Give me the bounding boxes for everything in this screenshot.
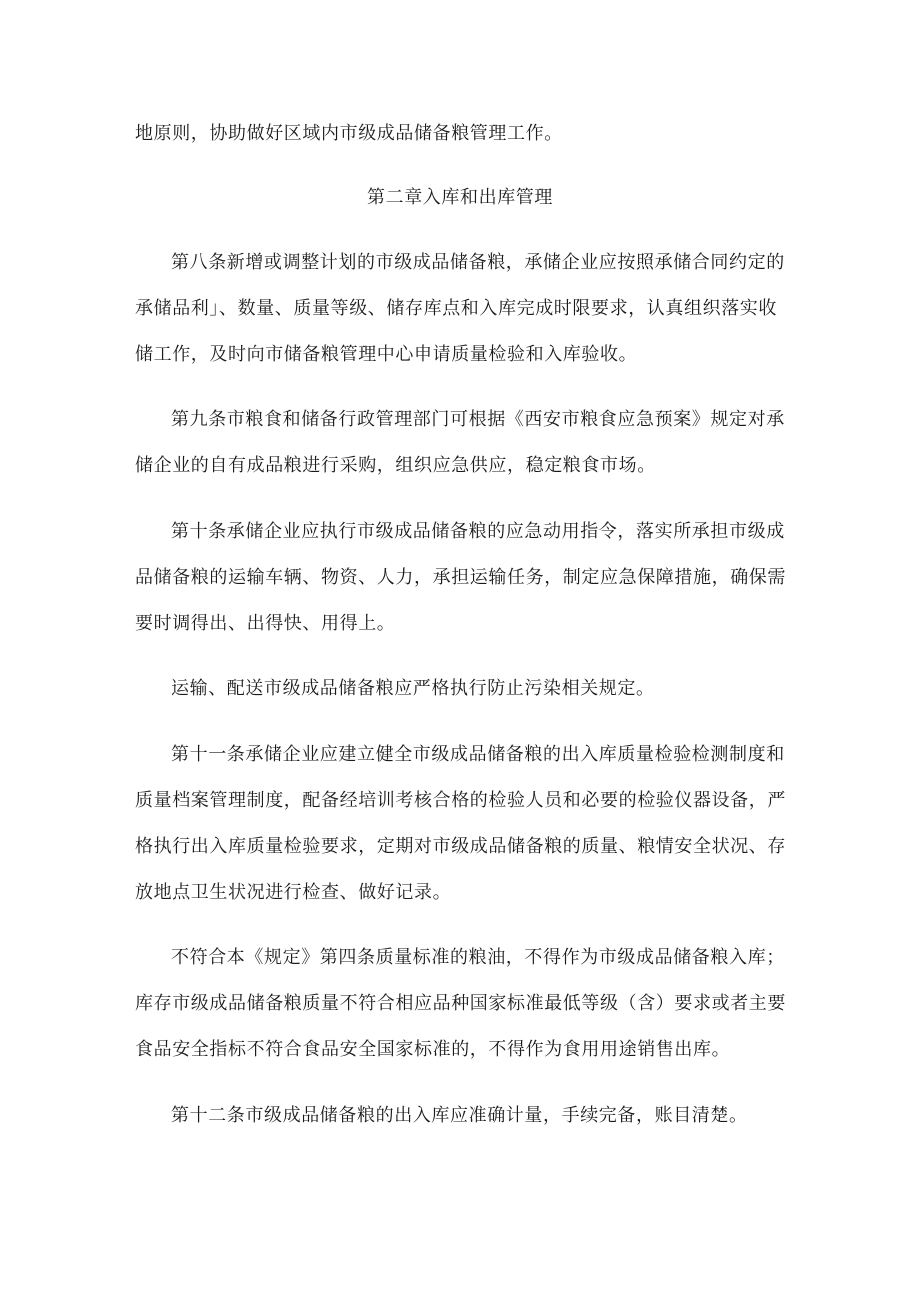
article-11-line-3: 格执行出入库质量检验要求，定期对市级成品储备粮的质量、粮情安全状况、存 (135, 836, 786, 857)
continuation-text: 地原则，协助做好区域内市级成品储备粮管理工作。 (135, 123, 563, 144)
article-11-line-1: 第十一条承储企业应建立健全市级成品储备粮的出入库质量检验检测制度和 (171, 744, 785, 765)
article-8-line-3: 储工作，及时向市储备粮管理中心申请质量检验和入库验收。 (135, 344, 638, 365)
article-8-line-1: 第八条新增或调整计划的市级成品储备粮，承储企业应按照承储合同约定的 (171, 252, 785, 273)
article-11-note-line-1: 不符合本《规定》第四条质量标准的粮油，不得作为市级成品储备粮入库； (171, 947, 785, 968)
article-11-note-line-2: 库存市级成品储备粮质量不符合相应品种国家标准最低等级（含）要求或者主要 (135, 993, 786, 1014)
article-9-line-2: 储企业的自有成品粮进行采购，组织应急供应，稳定粮食市场。 (135, 455, 656, 476)
article-10-line-3: 要时调得出、出得快、用得上。 (135, 613, 396, 634)
article-10-line-1: 第十条承储企业应执行市级成品储备粮的应急动用指令，落实所承担市级成 (171, 521, 785, 542)
article-10-note: 运输、配送市级成品储备粮应严格执行防止污染相关规定。 (171, 678, 655, 699)
article-11-line-4: 放地点卫生状况进行检查、做好记录。 (135, 882, 452, 903)
article-12-line-1: 第十二条市级成品储备粮的出入库应准确计量，手续完备，账目清楚。 (171, 1105, 748, 1126)
article-10-line-2: 品储备粮的运输车辆、物资、人力，承担运输任务，制定应急保障措施，确保需 (135, 567, 786, 588)
article-9-line-1: 第九条市粮食和储备行政管理部门可根据《西安市粮食应急预案》规定对承 (171, 409, 785, 430)
chapter-title: 第二章入库和出库管理 (367, 187, 553, 208)
article-11-note-line-3: 食品安全指标不符合食品安全国家标准的，不得作为食用用途销售出库。 (135, 1039, 731, 1060)
article-8-line-2: 承储品利」、数量、质量等级、储存库点和入库完成时限要求，认真组织落实收 (135, 298, 777, 319)
article-11-line-2: 质量档案管理制度，配备经培训考核合格的检验人员和必要的检验仪器设备，严 (135, 790, 786, 811)
